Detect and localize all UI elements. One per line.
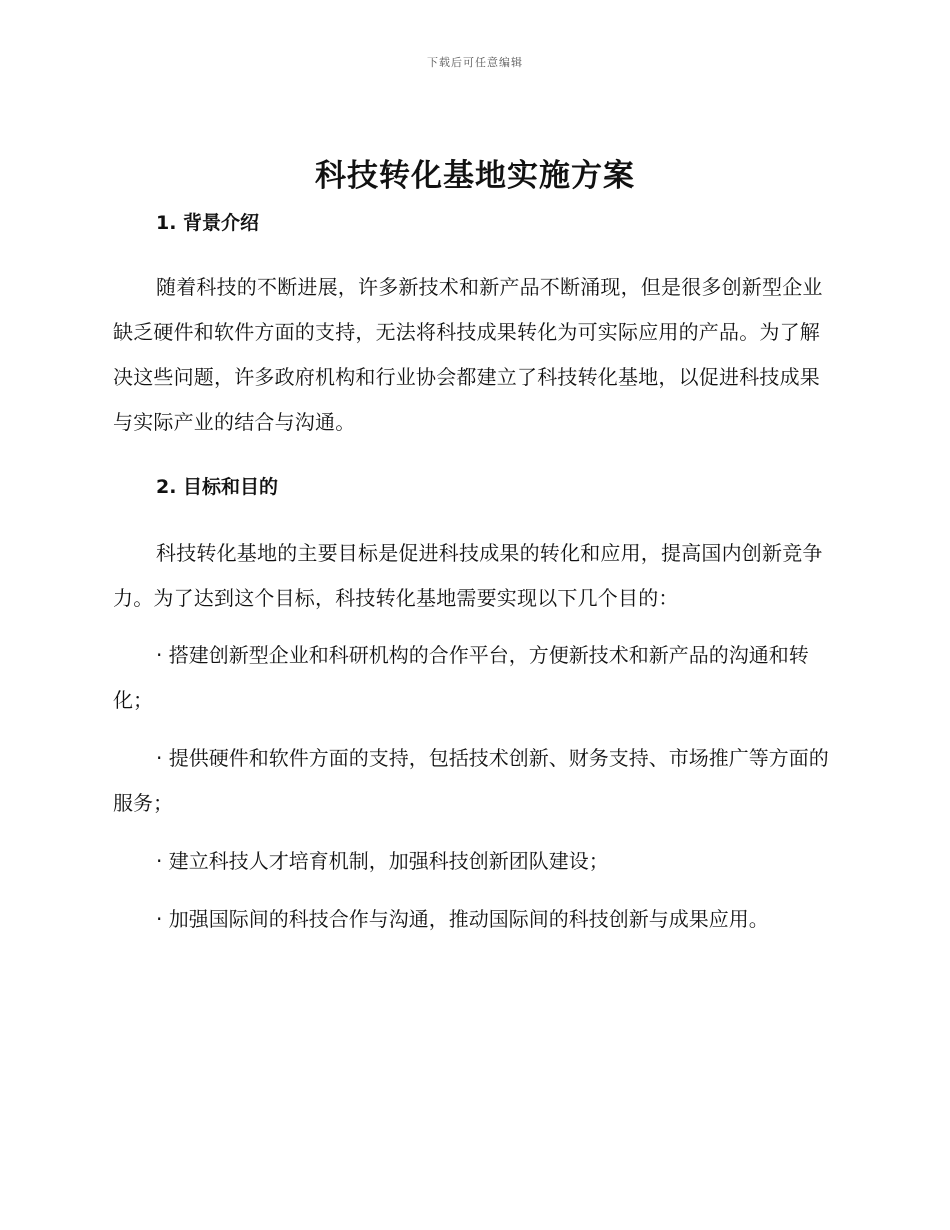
document-body [113, 207, 835, 942]
section-paragraph-goals: 科技转化基地的主要目标是促进科技成果的转化和应用，提高国内创新竞争力。为了达到这个目标，科技转化基地需要实现以下几个目的： [113, 541, 823, 610]
section-paragraph-background: 随着科技的不断进展，许多新技术和新产品不断涌现，但是很多创新型企业缺乏硬件和软件方面的支持，无法将科技成果转化为可实际应用的产品。为了解决这些问题，许多政府机构和行业协会都建立了科技转化基地，以促进科技成果与实际产业的结合与沟通。 [113, 275, 823, 434]
list-item: · 加强国际间的科技合作与沟通，推动国际间的科技创新与成果应用。 [156, 907, 769, 931]
document-title: 科技转化基地实施方案 [315, 158, 635, 194]
section-heading-goals: 2. 目标和目的 [156, 476, 279, 498]
list-item: · 建立科技人才培育机制，加强科技创新团队建设； [156, 849, 609, 873]
list-item: · 提供硬件和软件方面的支持，包括技术创新、财务支持、市场推广等方面的服务； [113, 746, 829, 815]
header-note: 下载后可任意编辑 [427, 56, 523, 69]
list-item: · 搭建创新型企业和科研机构的合作平台，方便新技术和新产品的沟通和转化； [113, 643, 809, 712]
section-heading-background: 1. 背景介绍 [156, 212, 260, 234]
goals-bullet-list [113, 633, 835, 942]
